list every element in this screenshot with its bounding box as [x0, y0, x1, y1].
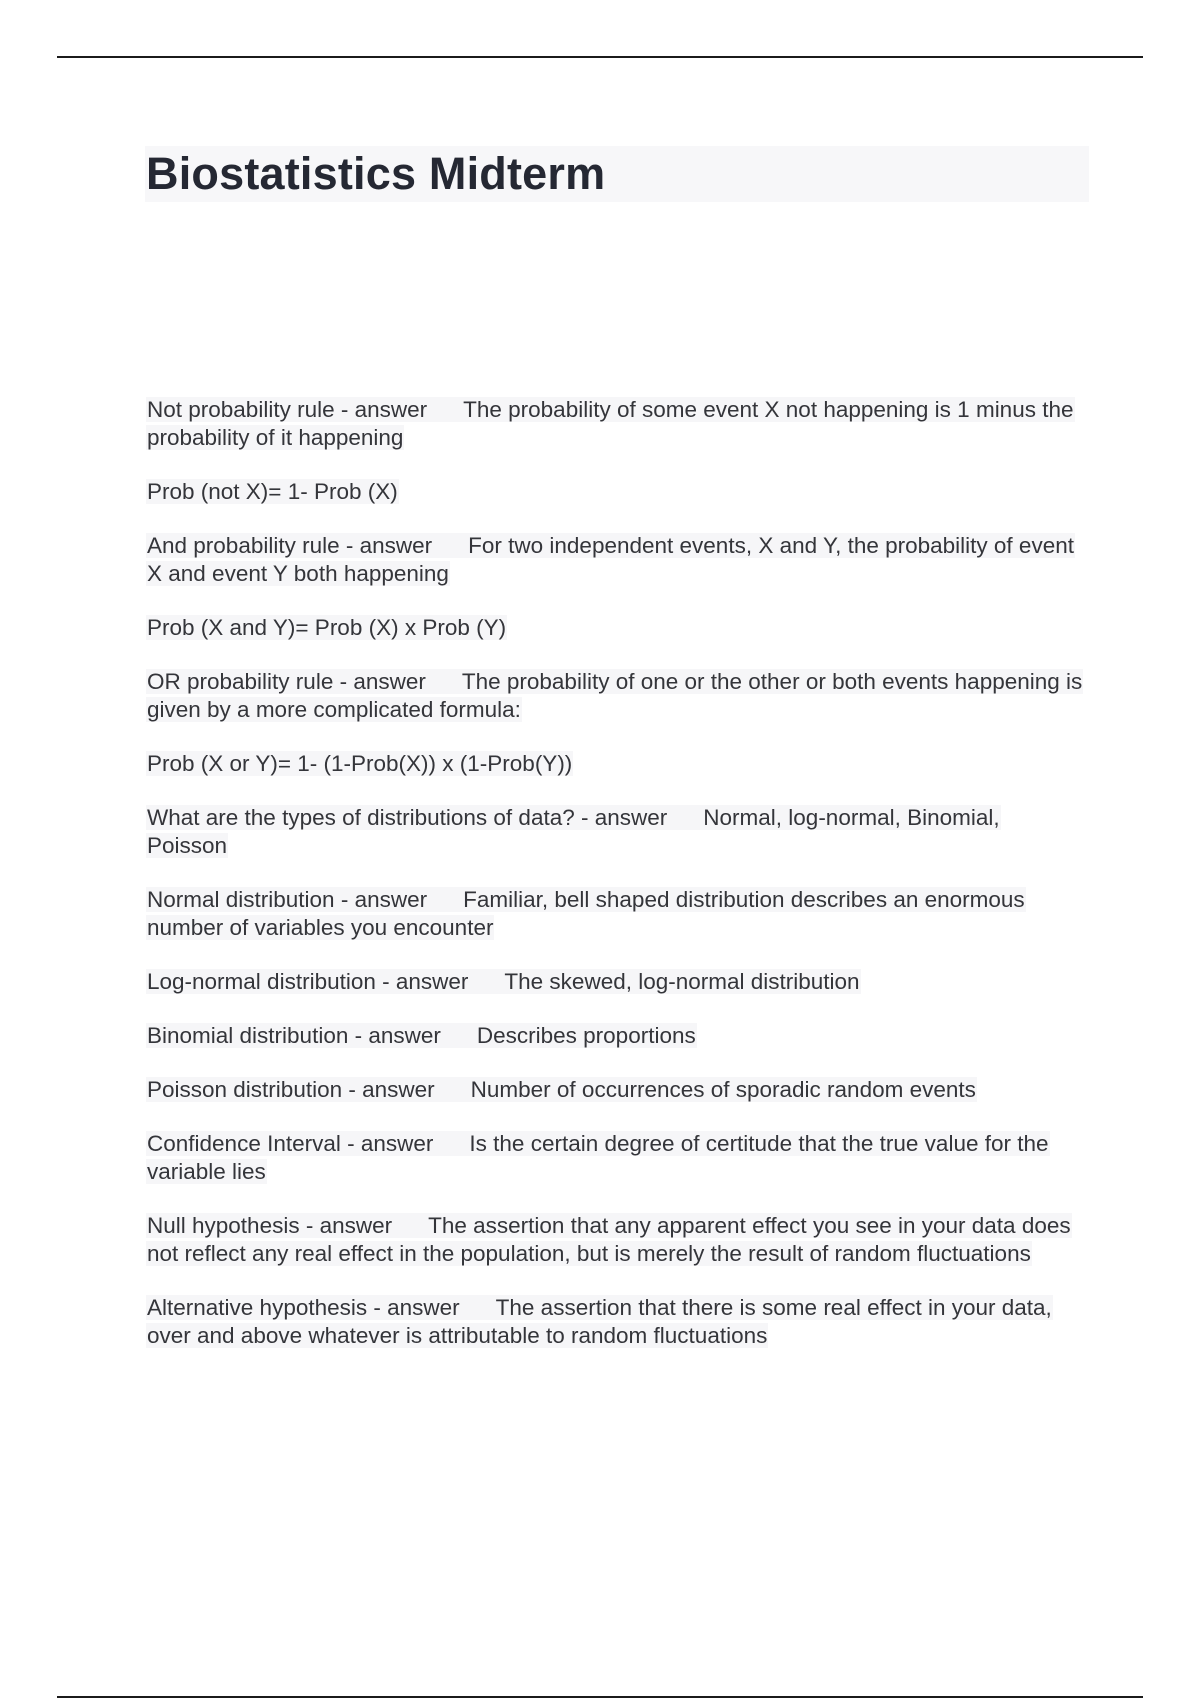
entry-definition: The probability of some event X not happening is 1 minus the probability of it happening	[147, 397, 1074, 450]
entry-definition: Familiar, bell shaped distribution describes an enormous number of variables you encounter	[147, 887, 1025, 940]
entry-definition: The assertion that any apparent effect you see in your data does not reflect any real effect in the population, but is merely the result of random fluctuations	[147, 1213, 1071, 1266]
entry-term: OR probability rule - answer	[147, 669, 426, 694]
entry-and-probability-formula	[146, 614, 1086, 642]
entry-or-probability-rule	[146, 668, 1086, 724]
entry-and-probability-rule	[146, 532, 1086, 588]
entry-definition: For two independent events, X and Y, the probability of event X and event Y both happening	[147, 533, 1074, 586]
entry-term: Log-normal distribution - answer	[147, 969, 469, 994]
entry-definition: The skewed, log-normal distribution	[504, 969, 860, 994]
entry-definition: The assertion that there is some real effect in your data, over and above whatever is attributable to random fluctuations	[147, 1295, 1052, 1348]
entry-term: Binomial distribution - answer	[147, 1023, 441, 1048]
entry-term: Alternative hypothesis - answer	[147, 1295, 460, 1320]
entry-null-hypothesis	[146, 1212, 1086, 1268]
entry-term: Confidence Interval - answer	[147, 1131, 434, 1156]
entry-distribution-types	[146, 804, 1086, 860]
entry-term: Normal distribution - answer	[147, 887, 428, 912]
entry-definition: Number of occurrences of sporadic random events	[470, 1077, 976, 1102]
entry-normal-distribution	[146, 886, 1086, 942]
entry-alternative-hypothesis	[146, 1294, 1086, 1350]
entry-formula: Prob (X or Y)= 1- (1-Prob(X)) x (1-Prob(Y))	[147, 751, 573, 776]
entry-log-normal-distribution	[146, 968, 1086, 996]
entry-definition: Normal, log-normal, Binomial, Poisson	[147, 805, 1000, 858]
entry-confidence-interval	[146, 1130, 1086, 1186]
page-title: Biostatistics Midterm	[146, 148, 606, 199]
top-rule	[57, 56, 1143, 58]
entry-or-probability-formula	[146, 750, 1086, 778]
entry-term: Not probability rule - answer	[147, 397, 428, 422]
entry-formula: Prob (X and Y)= Prob (X) x Prob (Y)	[147, 615, 507, 640]
bottom-rule	[57, 1696, 1143, 1698]
entry-definition: Is the certain degree of certitude that the true value for the variable lies	[147, 1131, 1049, 1184]
entry-term: And probability rule - answer	[147, 533, 433, 558]
entry-definition: The probability of one or the other or both events happening is given by a more complicated formula:	[147, 669, 1083, 722]
entry-term: What are the types of distributions of data? - answer	[147, 805, 668, 830]
entry-not-probability-rule	[146, 396, 1086, 452]
entry-poisson-distribution	[146, 1076, 1086, 1104]
entry-definition: Describes proportions	[476, 1023, 696, 1048]
entry-not-probability-formula	[146, 478, 1086, 506]
entry-term: Poisson distribution - answer	[147, 1077, 435, 1102]
entry-term: Null hypothesis - answer	[147, 1213, 393, 1238]
flashcard-list	[146, 396, 1086, 1376]
entry-binomial-distribution	[146, 1022, 1086, 1050]
entry-formula: Prob (not X)= 1- Prob (X)	[147, 479, 398, 504]
